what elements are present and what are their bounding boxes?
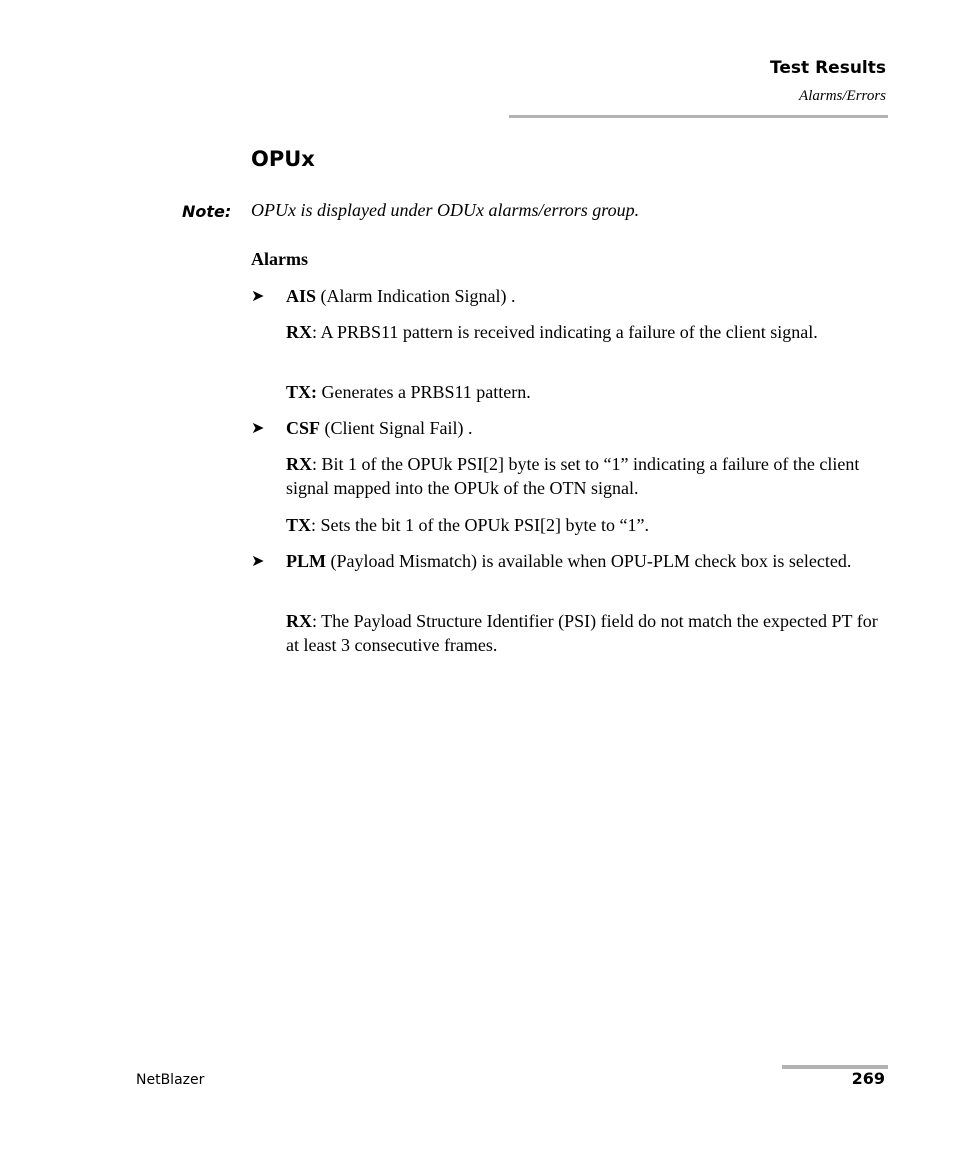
rx-label: RX bbox=[286, 454, 312, 474]
rx-label: RX bbox=[286, 322, 312, 342]
alarm-rx bbox=[286, 320, 886, 344]
alarm-item-ais bbox=[286, 284, 886, 308]
running-header-subtitle: Alarms/Errors bbox=[799, 88, 886, 104]
tx-text: Generates a PRBS11 pattern. bbox=[317, 382, 531, 402]
tx-text: : Sets the bit 1 of the OPUk PSI[2] byte to “1”. bbox=[311, 515, 649, 535]
header-divider bbox=[509, 115, 888, 118]
bullet-arrow-icon: ➤ bbox=[251, 420, 265, 437]
section-title: OPUx bbox=[251, 147, 315, 171]
alarm-rx bbox=[286, 452, 886, 500]
alarm-term: PLM bbox=[286, 551, 326, 571]
running-header-title: Test Results bbox=[770, 58, 886, 78]
alarm-desc: (Payload Mismatch) is available when OPU-PLM check box is selected. bbox=[326, 551, 852, 571]
rx-text: : The Payload Structure Identifier (PSI) field do not match the expected PT for at least 3 consecutive frames. bbox=[286, 611, 878, 655]
alarm-tx bbox=[286, 513, 886, 537]
alarm-rx bbox=[286, 609, 886, 657]
tx-label: TX bbox=[286, 515, 312, 535]
rx-text: : Bit 1 of the OPUk PSI[2] byte is set to “1” indicating a failure of the client signal mapped into the OPUk of the OTN signal. bbox=[286, 454, 860, 498]
bullet-arrow-icon: ➤ bbox=[251, 553, 265, 570]
alarms-heading: Alarms bbox=[251, 249, 308, 269]
note-text: OPUx is displayed under ODUx alarms/errors group. bbox=[251, 200, 640, 220]
rx-text: : A PRBS11 pattern is received indicating a failure of the client signal. bbox=[312, 322, 818, 342]
footer-product-name: NetBlazer bbox=[136, 1072, 205, 1088]
rx-label: RX bbox=[286, 611, 312, 631]
alarm-item-plm bbox=[286, 549, 886, 573]
alarm-term: CSF bbox=[286, 418, 321, 438]
alarm-term: AIS bbox=[286, 286, 317, 306]
alarm-desc: (Alarm Indication Signal) . bbox=[316, 286, 516, 306]
alarm-item-csf bbox=[286, 416, 886, 440]
page-number: 269 bbox=[851, 1069, 885, 1088]
bullet-arrow-icon: ➤ bbox=[251, 288, 265, 305]
tx-label: TX: bbox=[286, 382, 317, 402]
alarm-tx bbox=[286, 380, 886, 404]
note-label: Note: bbox=[182, 202, 232, 221]
alarm-desc: (Client Signal Fail) . bbox=[320, 418, 473, 438]
